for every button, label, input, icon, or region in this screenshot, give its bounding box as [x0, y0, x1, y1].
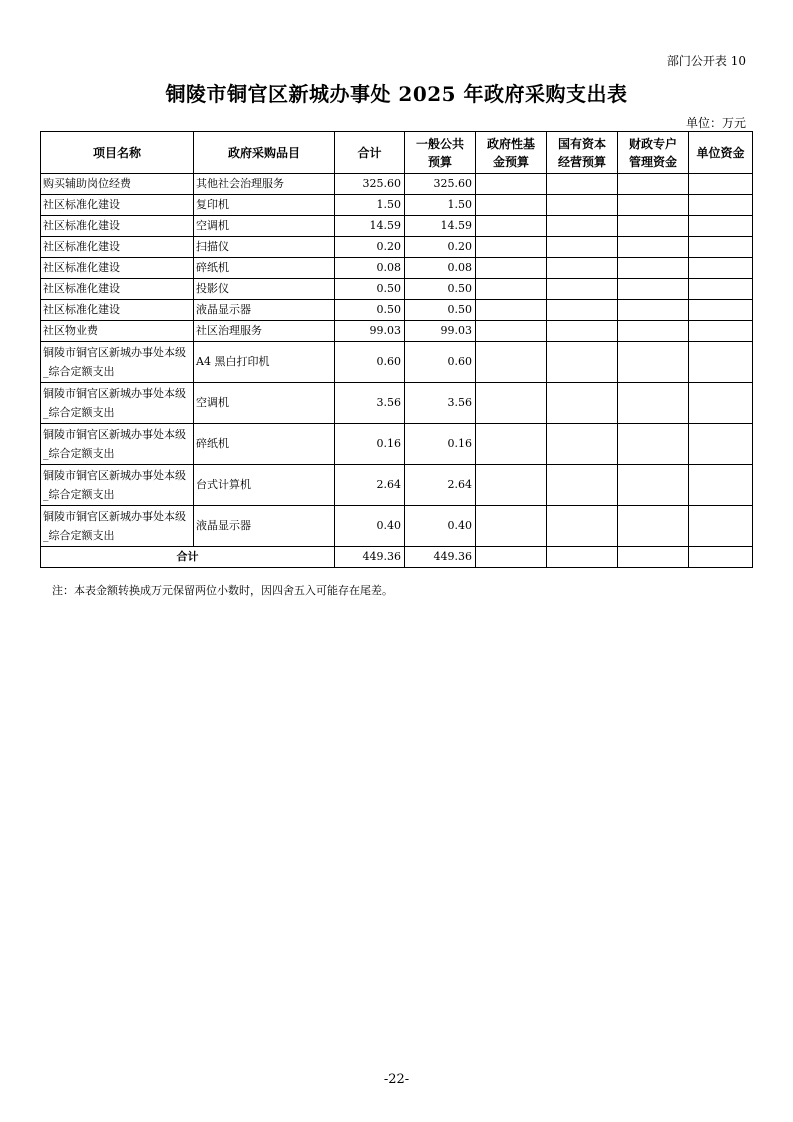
cell-general-budget: 0.60 — [405, 342, 476, 383]
cell-special-account-funds — [618, 342, 689, 383]
cell-state-capital-budget — [547, 465, 618, 506]
cell-total: 0.50 — [335, 300, 405, 321]
cell-project-name: 社区标准化建设 — [41, 279, 194, 300]
cell-project-name: 社区标准化建设 — [41, 195, 194, 216]
cell-total: 0.50 — [335, 279, 405, 300]
cell-unit-funds — [689, 279, 753, 300]
cell-unit-funds — [689, 216, 753, 237]
cell-state-capital-budget — [547, 174, 618, 195]
cell-gov-fund-budget — [476, 342, 547, 383]
page-title: 铜陵市铜官区新城办事处 2025 年政府采购支出表 — [165, 82, 628, 106]
cell-total: 0.08 — [335, 258, 405, 279]
total-general-budget: 449.36 — [405, 547, 476, 568]
cell-total: 3.56 — [335, 383, 405, 424]
cell-state-capital-budget — [547, 237, 618, 258]
cell-gov-fund-budget — [476, 424, 547, 465]
cell-general-budget: 14.59 — [405, 216, 476, 237]
cell-project-name: 社区标准化建设 — [41, 237, 194, 258]
table-header-row — [41, 132, 753, 174]
cell-project-name: 铜陵市铜官区新城办事处本级_综合定额支出 — [41, 506, 194, 547]
table-row — [41, 174, 753, 195]
form-number: 部门公开表 10 — [666, 54, 746, 68]
cell-state-capital-budget — [547, 216, 618, 237]
cell-unit-funds — [689, 342, 753, 383]
table-row — [41, 300, 753, 321]
total-unit-funds — [689, 547, 753, 568]
cell-special-account-funds — [618, 465, 689, 506]
cell-unit-funds — [689, 465, 753, 506]
cell-state-capital-budget — [547, 279, 618, 300]
cell-state-capital-budget — [547, 506, 618, 547]
table-row — [41, 216, 753, 237]
cell-general-budget: 325.60 — [405, 174, 476, 195]
cell-gov-fund-budget — [476, 216, 547, 237]
cell-general-budget: 0.40 — [405, 506, 476, 547]
cell-state-capital-budget — [547, 300, 618, 321]
cell-unit-funds — [689, 300, 753, 321]
cell-total: 325.60 — [335, 174, 405, 195]
unit-label: 单位：万元 — [685, 116, 746, 130]
cell-special-account-funds — [618, 237, 689, 258]
cell-general-budget: 3.56 — [405, 383, 476, 424]
cell-gov-fund-budget — [476, 300, 547, 321]
cell-procurement-item: 碎纸机 — [194, 424, 335, 465]
cell-procurement-item: 液晶显示器 — [194, 506, 335, 547]
total-gov-fund-budget — [476, 547, 547, 568]
cell-special-account-funds — [618, 506, 689, 547]
cell-unit-funds — [689, 174, 753, 195]
total-state-capital-budget — [547, 547, 618, 568]
cell-special-account-funds — [618, 424, 689, 465]
header-procurement-item: 政府采购品目 — [194, 132, 335, 174]
cell-special-account-funds — [618, 258, 689, 279]
cell-general-budget: 1.50 — [405, 195, 476, 216]
cell-gov-fund-budget — [476, 465, 547, 506]
header-unit-funds: 单位资金 — [689, 132, 753, 174]
cell-general-budget: 0.08 — [405, 258, 476, 279]
cell-procurement-item: 扫描仪 — [194, 237, 335, 258]
table-total-row — [41, 547, 753, 568]
cell-project-name: 铜陵市铜官区新城办事处本级_综合定额支出 — [41, 424, 194, 465]
cell-procurement-item: 投影仪 — [194, 279, 335, 300]
cell-special-account-funds — [618, 195, 689, 216]
cell-gov-fund-budget — [476, 279, 547, 300]
cell-procurement-item: 空调机 — [194, 383, 335, 424]
cell-procurement-item: A4 黑白打印机 — [194, 342, 335, 383]
cell-total: 0.60 — [335, 342, 405, 383]
cell-project-name: 铜陵市铜官区新城办事处本级_综合定额支出 — [41, 383, 194, 424]
cell-total: 0.20 — [335, 237, 405, 258]
cell-project-name: 社区标准化建设 — [41, 258, 194, 279]
cell-general-budget: 0.50 — [405, 279, 476, 300]
total-special-account-funds — [618, 547, 689, 568]
header-project-name: 项目名称 — [41, 132, 194, 174]
cell-gov-fund-budget — [476, 506, 547, 547]
cell-special-account-funds — [618, 279, 689, 300]
cell-total: 99.03 — [335, 321, 405, 342]
cell-total: 2.64 — [335, 465, 405, 506]
header-general-budget: 一般公共 预算 — [405, 132, 476, 174]
cell-project-name: 社区标准化建设 — [41, 300, 194, 321]
cell-project-name: 社区标准化建设 — [41, 216, 194, 237]
header-special-account-funds: 财政专户 管理资金 — [618, 132, 689, 174]
cell-procurement-item: 复印机 — [194, 195, 335, 216]
cell-total: 1.50 — [335, 195, 405, 216]
cell-special-account-funds — [618, 321, 689, 342]
cell-unit-funds — [689, 195, 753, 216]
header-state-capital-budget: 国有资本 经营预算 — [547, 132, 618, 174]
cell-gov-fund-budget — [476, 321, 547, 342]
cell-general-budget: 0.20 — [405, 237, 476, 258]
cell-special-account-funds — [618, 300, 689, 321]
table-row — [41, 424, 753, 465]
cell-unit-funds — [689, 506, 753, 547]
cell-project-name: 购买辅助岗位经费 — [41, 174, 194, 195]
table-row — [41, 195, 753, 216]
cell-unit-funds — [689, 424, 753, 465]
cell-state-capital-budget — [547, 321, 618, 342]
table-row — [41, 383, 753, 424]
header-total: 合计 — [335, 132, 405, 174]
cell-special-account-funds — [618, 383, 689, 424]
cell-state-capital-budget — [547, 424, 618, 465]
cell-state-capital-budget — [547, 195, 618, 216]
cell-state-capital-budget — [547, 258, 618, 279]
cell-unit-funds — [689, 258, 753, 279]
cell-procurement-item: 台式计算机 — [194, 465, 335, 506]
cell-state-capital-budget — [547, 342, 618, 383]
cell-project-name: 铜陵市铜官区新城办事处本级_综合定额支出 — [41, 342, 194, 383]
cell-unit-funds — [689, 383, 753, 424]
cell-general-budget: 99.03 — [405, 321, 476, 342]
cell-unit-funds — [689, 237, 753, 258]
table-row — [41, 258, 753, 279]
header-gov-fund-budget: 政府性基 金预算 — [476, 132, 547, 174]
total-sum: 449.36 — [335, 547, 405, 568]
table-row — [41, 237, 753, 258]
table-row — [41, 465, 753, 506]
cell-gov-fund-budget — [476, 258, 547, 279]
cell-procurement-item: 空调机 — [194, 216, 335, 237]
cell-gov-fund-budget — [476, 383, 547, 424]
cell-project-name: 铜陵市铜官区新城办事处本级_综合定额支出 — [41, 465, 194, 506]
cell-special-account-funds — [618, 174, 689, 195]
cell-project-name: 社区物业费 — [41, 321, 194, 342]
page-number: -22- — [383, 1072, 410, 1087]
cell-gov-fund-budget — [476, 195, 547, 216]
cell-total: 0.16 — [335, 424, 405, 465]
cell-total: 14.59 — [335, 216, 405, 237]
table-row — [41, 279, 753, 300]
table-row — [41, 506, 753, 547]
cell-special-account-funds — [618, 216, 689, 237]
table-note: 注：本表金额转换成万元保留两位小数时，因四舍五入可能存在尾差。 — [52, 584, 393, 597]
cell-total: 0.40 — [335, 506, 405, 547]
table-row — [41, 321, 753, 342]
procurement-table — [40, 131, 753, 568]
total-label: 合计 — [41, 547, 335, 568]
cell-general-budget: 0.16 — [405, 424, 476, 465]
table-row — [41, 342, 753, 383]
cell-general-budget: 2.64 — [405, 465, 476, 506]
cell-procurement-item: 碎纸机 — [194, 258, 335, 279]
cell-procurement-item: 其他社会治理服务 — [194, 174, 335, 195]
cell-state-capital-budget — [547, 383, 618, 424]
cell-gov-fund-budget — [476, 174, 547, 195]
cell-unit-funds — [689, 321, 753, 342]
cell-gov-fund-budget — [476, 237, 547, 258]
cell-procurement-item: 液晶显示器 — [194, 300, 335, 321]
cell-procurement-item: 社区治理服务 — [194, 321, 335, 342]
cell-general-budget: 0.50 — [405, 300, 476, 321]
